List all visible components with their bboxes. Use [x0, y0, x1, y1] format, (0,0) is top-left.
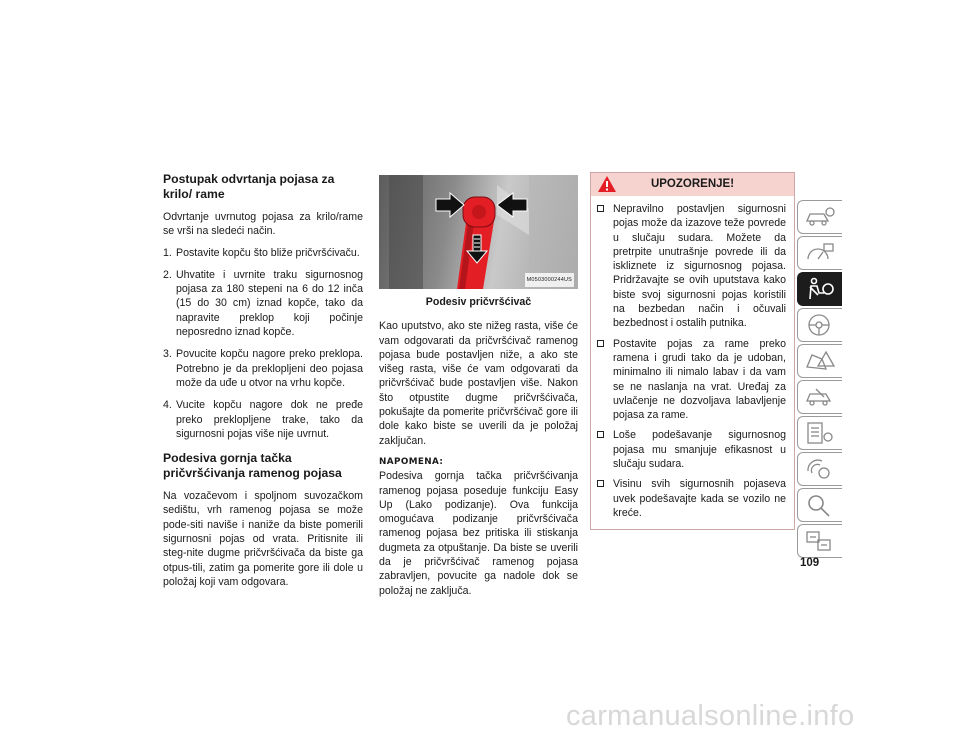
tab-seatbelt-airbag[interactable]: [797, 272, 842, 306]
specifications-icon: [804, 421, 836, 445]
tab-car-info[interactable]: [797, 200, 842, 234]
steering-wheel-icon: [804, 313, 836, 337]
warning-item-text: Nepravilno postavljen sigurnosni pojas može da izazove teže povrede u slučaju sudara. Možete da pretrpite unutrašnje povrede ili da iskliznete iz sigurnosnog pojasa. Pridržavajte se ovih uputstava kako biste svoj sigurnosni pojas koristili na bezbedan način i očuvali bezbednost i ostalih putnika.: [613, 203, 786, 330]
crash-warning-icon: [804, 349, 836, 373]
checkbox-bullet-icon: [597, 205, 604, 212]
right-column: [590, 172, 793, 530]
car-info-icon: [804, 205, 836, 229]
watermark: carmanualsonline.info: [566, 700, 855, 732]
section-heading-untwist: Postupak odvrtanja pojasa za krilo/ rame: [163, 172, 335, 201]
warning-triangle-icon: [597, 175, 617, 193]
warning-item-text: Loše podešavanje sigurnosnog pojasa mu smanjuje efikasnost u slučaju sudara.: [613, 429, 786, 471]
tab-search-index[interactable]: [797, 488, 842, 522]
tab-specifications[interactable]: [797, 416, 842, 450]
middle-column: [379, 175, 578, 605]
search-index-icon: [804, 493, 836, 517]
checkbox-bullet-icon: [597, 480, 604, 487]
warning-box: [590, 172, 795, 530]
tab-crash-warning[interactable]: [797, 344, 842, 378]
checkbox-bullet-icon: [597, 431, 604, 438]
anchor-paragraph: Na vozačevom i spoljnom suvozačkom sedištu, vrh ramenog pojasa se može pode-siti naviše i naniže da biste pomerili sigurnosni pojas od vrata. Pritisnite ili steg-nite dugme pričvršćivača da biste ga otpus-tili, zatim ga pomerite gore ili dole u položaj koji vam odgovara.: [163, 490, 363, 588]
step-number: 2.: [163, 268, 172, 281]
warning-item-text: Visinu svih sigurnosnih pojaseva uvek podešavajte kada se vozilo ne kreće.: [613, 478, 786, 519]
intro-paragraph: Odvrtanje uvrnutog pojasa za krilo/rame se vrši na sledeći način.: [163, 211, 363, 238]
tab-dashboard[interactable]: [797, 236, 842, 270]
dashboard-icon: [804, 241, 836, 265]
tab-car-service[interactable]: [797, 380, 842, 414]
step-number: 1.: [163, 246, 172, 259]
left-column: [163, 172, 363, 596]
guidance-paragraph: Kao uputstvo, ako ste nižeg rasta, više će vam odgovarati da pričvršćivač ramenog pojasa bude postavljen niže, a ako ste višeg rasta, više će vam odgovarati da pričvršćivač bude postavljen više. Nakon što otpustite dugme pričvršćivača, pokušajte da pomerite pričvršćivač gore ili dole kako biste se uverili da je položaj zaključan.: [379, 320, 578, 447]
step-item: [163, 246, 363, 260]
step-number: 3.: [163, 348, 172, 361]
step-item: [163, 268, 363, 339]
checkbox-bullet-icon: [597, 340, 604, 347]
step-text: Postavite kopču što bliže pričvršćivaču.: [176, 246, 360, 259]
untwist-steps-list: [163, 246, 363, 442]
step-text: Uhvatite i uvrnite traku sigurnosnog pojasa za 180 stepeni na 6 do 12 inča (15 do 30 cm) iznad kopče, tako da napravite preklop koji počinje neposredno iznad kopče.: [176, 268, 363, 339]
step-text: Vucite kopču nagore dok ne pređe preko preklopljene trake, tako da sigurnosni pojas više nije uvrnut.: [176, 399, 363, 440]
figure-caption: Podesiv pričvršćivač: [425, 296, 532, 308]
warning-title: UPOZORENJE!: [650, 178, 735, 190]
warning-item: [597, 337, 786, 423]
step-text: Povucite kopču nagore preko preklopa. Potrebno je da preklopljeni deo pojasa može da uđe u otvor na vrhu kopče.: [176, 348, 363, 389]
tab-multimedia[interactable]: [797, 452, 842, 486]
warning-item-text: Postavite pojas za rame preko ramena i grudi tako da je udoban, minimalno ili nimalo labav i da vam se ne naslanja na vrat. Uređaj za uvlačenje ne dozvoljava labavljenje pojasa za rame.: [613, 337, 786, 422]
page-number: 109: [800, 557, 820, 569]
chapter-tabs: [792, 0, 842, 742]
note-label: NAPOMENA:: [379, 456, 444, 467]
note-paragraph: Podesiva gornja tačka pričvršćivanja ramenog pojasa poseduje funkciju Easy Up (Lako podizanje). Ova funkcija omogućava podizanje pričvršćivača ramenog pojasa bez pritiska ili stiskanja dugmeta za otpuštanje. Da biste se uverili da je pričvršćivač ramenog pojasa zabravljen, povucite ga nadole dok se položaj ne zaključa.: [379, 470, 578, 597]
step-item: [163, 347, 363, 390]
figure-code: M0503000244US: [525, 273, 574, 287]
section-heading-anchor: Podesiva gornja tačka pričvršćivanja ramenog pojasa: [163, 451, 342, 481]
car-service-icon: [804, 385, 836, 409]
tab-steering-wheel[interactable]: [797, 308, 842, 342]
language-icon: [804, 529, 836, 553]
step-number: 4.: [163, 399, 172, 412]
adjustable-anchor-figure: [379, 175, 578, 289]
warning-item: [597, 202, 786, 331]
step-item: [163, 398, 363, 441]
warning-item: [597, 428, 786, 471]
warning-list: [591, 196, 794, 529]
seatbelt-airbag-icon: [804, 277, 836, 301]
multimedia-icon: [804, 457, 836, 481]
warning-item: [597, 477, 786, 520]
warning-header: [591, 173, 794, 196]
tab-language[interactable]: [797, 524, 842, 558]
